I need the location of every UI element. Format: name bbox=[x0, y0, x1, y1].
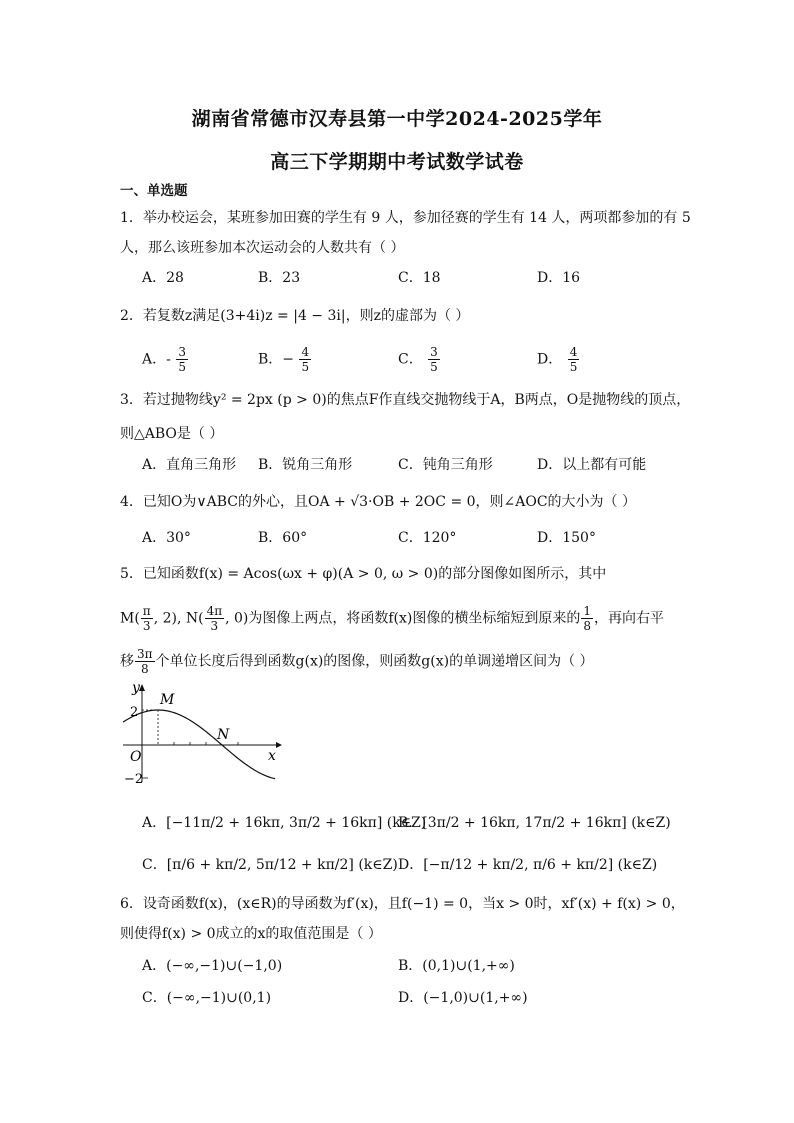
q6-option-b[interactable]: B．(0,1)∪(1,+∞) bbox=[398, 958, 515, 974]
q2-option-d-label: D． bbox=[537, 351, 563, 368]
q2-option-c-fraction bbox=[428, 346, 440, 373]
q6-option-d[interactable]: D．(−1,0)∪(1,+∞) bbox=[398, 990, 528, 1006]
q4-option-d[interactable]: D．150° bbox=[537, 530, 596, 546]
q5-frac-m-num: π bbox=[142, 604, 151, 618]
q5-option-b[interactable]: B．[3π/2 + 16kπ, 17π/2 + 16kπ] (k∈Z) bbox=[398, 815, 671, 831]
q5-line2-part-b: , 2), N( bbox=[153, 610, 204, 627]
q2-option-b-fraction bbox=[299, 346, 311, 373]
q5-frac-n-num: 4π bbox=[206, 604, 223, 618]
origin-label: O bbox=[130, 749, 142, 765]
q2-c-den: 5 bbox=[430, 360, 438, 374]
q2-option-c-label: C． bbox=[398, 351, 423, 368]
q2-option-a[interactable] bbox=[142, 346, 189, 373]
q1-option-d[interactable]: D．16 bbox=[537, 270, 581, 286]
q2-option-a-sign: - bbox=[166, 351, 171, 368]
y-max-label: 2 bbox=[130, 705, 139, 720]
q5-frac-k bbox=[581, 605, 593, 632]
q1-option-a[interactable]: A．28 bbox=[142, 270, 184, 286]
q5-line3-part-b: 个单位长度后得到函数g(x)的图像，则函数g(x)的单调递增区间为（ ） bbox=[155, 653, 594, 670]
q5-frac-m bbox=[141, 605, 153, 632]
q5-frac-n-den: 3 bbox=[210, 619, 219, 633]
q3-option-b[interactable]: B．锐角三角形 bbox=[258, 457, 353, 473]
q5-line2-part-a: M( bbox=[120, 610, 140, 627]
x-axis-arrow bbox=[276, 742, 282, 748]
q5-text-line2 bbox=[120, 605, 664, 632]
q2-b-den: 5 bbox=[301, 360, 310, 374]
q5-line3-part-a: 移 bbox=[120, 653, 134, 670]
q5-frac-s-den: 8 bbox=[140, 662, 149, 676]
q1-option-b[interactable]: B．23 bbox=[258, 270, 301, 286]
q2-option-d-fraction bbox=[568, 346, 580, 373]
q5-option-d[interactable]: D．[−π/12 + kπ/2, π/6 + kπ/2] (k∈Z) bbox=[398, 857, 658, 873]
q4-option-b[interactable]: B．60° bbox=[258, 530, 308, 546]
q3-option-c[interactable]: C．钝角三角形 bbox=[398, 457, 493, 473]
q2-text: 2．若复数z满足(3+4i)z = |4 − 3i|，则z的虚部为（ ） bbox=[120, 308, 470, 324]
q5-frac-s-num: 3π bbox=[137, 647, 153, 661]
q2-option-b-label: B． bbox=[258, 351, 283, 368]
q3-option-d[interactable]: D．以上都有可能 bbox=[537, 457, 647, 473]
q5-function-graph bbox=[118, 682, 283, 787]
q2-a-den: 5 bbox=[178, 360, 186, 374]
q1-option-c[interactable]: C．18 bbox=[398, 270, 441, 286]
q5-frac-k-num: 1 bbox=[583, 604, 592, 618]
point-m-label: M bbox=[160, 692, 175, 708]
q5-frac-m-den: 3 bbox=[142, 619, 151, 633]
q5-frac-s bbox=[135, 648, 155, 675]
q6-option-a[interactable]: A．(−∞,−1)∪(−1,0) bbox=[142, 958, 283, 974]
q2-b-num: 4 bbox=[301, 345, 310, 359]
q4-option-a[interactable]: A．30° bbox=[142, 530, 191, 546]
q2-option-a-label: A． bbox=[142, 351, 167, 368]
q5-text-line3 bbox=[120, 648, 594, 675]
exam-title-line2: 高三下学期期中考试数学试卷 bbox=[270, 151, 524, 173]
q2-d-den: 5 bbox=[569, 360, 578, 374]
x-axis-label: x bbox=[268, 748, 276, 764]
q5-line2-part-c: , 0)为图像上两点，将函数f(x)图像的横坐标缩短到原来的 bbox=[225, 610, 581, 627]
q5-frac-k-den: 8 bbox=[583, 619, 592, 633]
y-axis-label: y bbox=[132, 682, 140, 696]
exam-title-line1: 湖南省常德市汉寿县第一中学2024-2025学年 bbox=[191, 108, 603, 130]
q2-option-a-fraction bbox=[176, 346, 188, 373]
q5-line2-part-d: ，再向右平 bbox=[594, 610, 665, 627]
q6-option-c[interactable]: C．(−∞,−1)∪(0,1) bbox=[142, 990, 272, 1006]
q2-option-b-sign: − bbox=[282, 351, 295, 368]
q2-option-c[interactable] bbox=[398, 346, 441, 373]
q3-text-line2: 则△ABO是（ ） bbox=[120, 426, 224, 442]
q2-option-d[interactable] bbox=[537, 346, 580, 373]
q5-frac-n bbox=[205, 605, 225, 632]
q2-option-b[interactable] bbox=[258, 346, 312, 373]
q3-text-line1: 3．若过抛物线y² = 2px (p > 0)的焦点F作直线交抛物线于A，B两点，O是抛物线的顶点， bbox=[120, 392, 691, 408]
cosine-curve bbox=[123, 710, 275, 779]
q2-a-num: 3 bbox=[178, 345, 186, 359]
q6-text-line2: 则使得f(x) > 0成立的x的取值范围是（ ） bbox=[120, 926, 382, 942]
q5-option-a[interactable]: A．[−11π/2 + 16kπ, 3π/2 + 16kπ] (k∈Z) bbox=[142, 815, 427, 831]
q6-text-line1: 6．设奇函数f(x)，(x∈R)的导函数为f′(x)，且f(−1) = 0，当x > 0时，xf′(x) + f(x) > 0， bbox=[120, 896, 685, 912]
y-min-label: −2 bbox=[124, 772, 144, 787]
q1-text-line2: 人，那么该班参加本次运动会的人数共有（ ） bbox=[120, 240, 405, 256]
q1-text-line1: 1．举办校运会，某班参加田赛的学生有 9 人，参加径赛的学生有 14 人，两项都参加的有 5 bbox=[120, 210, 691, 226]
q4-text: 4．已知O为∨ABC的外心，且OA + √3·OB + 2OC = 0，则∠AOC的大小为（ ） bbox=[120, 494, 637, 510]
point-n-label: N bbox=[217, 727, 230, 743]
q2-d-num: 4 bbox=[569, 345, 578, 359]
q5-option-c[interactable]: C．[π/6 + kπ/2, 5π/12 + kπ/2] (k∈Z) bbox=[142, 857, 398, 873]
q5-text-line1: 5．已知函数f(x) = Acos(ωx + φ)(A > 0, ω > 0)的部分图像如图所示，其中 bbox=[120, 566, 607, 582]
q2-c-num: 3 bbox=[430, 345, 438, 359]
section-heading: 一、单选题 bbox=[120, 183, 188, 199]
q4-option-c[interactable]: C．120° bbox=[398, 530, 457, 546]
q3-option-a[interactable]: A．直角三角形 bbox=[142, 457, 237, 473]
